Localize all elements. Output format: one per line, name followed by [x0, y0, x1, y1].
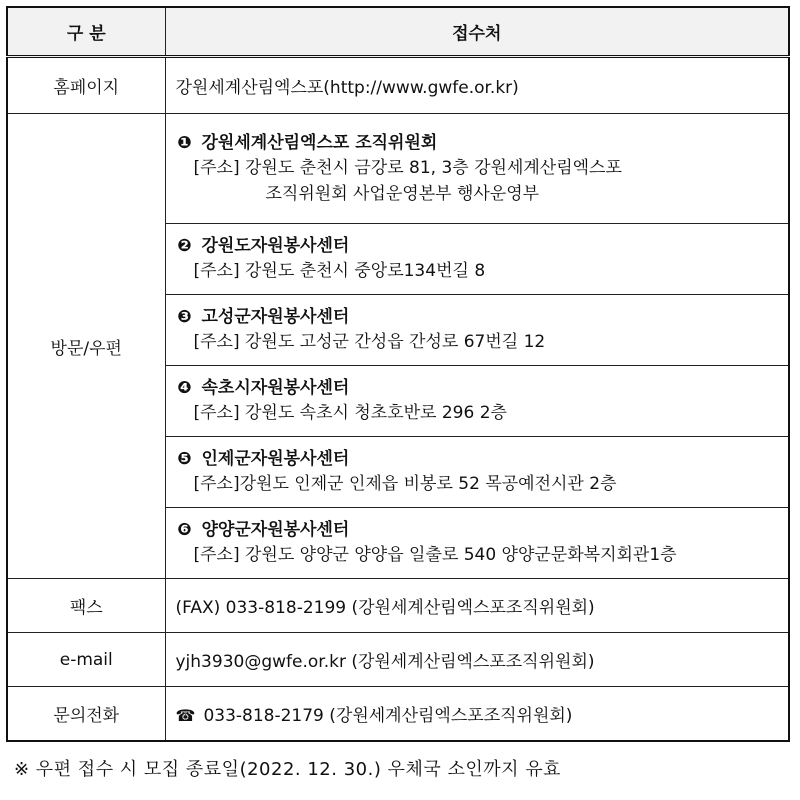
fax-value: (FAX) 033-818-2199 (강원세계산림엑스포조직위원회) [165, 579, 789, 633]
header-reception: 접수처 [165, 7, 789, 57]
phone-value[interactable]: 033-818-2179 (강원세계산림엑스포조직위원회) [203, 706, 573, 726]
number-4-icon: ❹ [177, 378, 192, 398]
number-6-icon: ❻ [177, 520, 192, 540]
postal-note: ※ 우편 접수 시 모집 종료일(2022. 12. 30.) 우체국 소인까지 유효 [14, 759, 561, 780]
number-2-icon: ❷ [177, 236, 192, 256]
header-category: 구 분 [7, 7, 165, 57]
org-2 [165, 224, 789, 295]
org-5 [165, 437, 789, 508]
reception-table [6, 6, 790, 742]
phone-cell [165, 687, 789, 742]
org-4-address: [주소] 강원도 속초시 청초호반로 296 2층 [193, 403, 507, 423]
fax-label: 팩스 [7, 579, 165, 633]
org-5-name: 인제군자원봉사센터 [201, 449, 350, 469]
homepage-row [7, 57, 789, 114]
number-3-icon: ❸ [177, 307, 192, 327]
number-5-icon: ❺ [177, 449, 192, 469]
org-1 [165, 114, 789, 224]
org-4-name: 속초시자원봉사센터 [201, 378, 350, 398]
visit-label: 방문/우편 [7, 114, 165, 579]
email-row [7, 633, 789, 687]
org-6-name: 양양군자원봉사센터 [201, 520, 350, 540]
org-3-address: [주소] 강원도 고성군 간성읍 간성로 67번길 12 [193, 332, 546, 352]
homepage-value[interactable]: 강원세계산림엑스포(http://www.gwfe.or.kr) [165, 57, 789, 114]
org-2-name: 강원도자원봉사센터 [201, 236, 350, 256]
org-4 [165, 366, 789, 437]
org-3 [165, 295, 789, 366]
email-value[interactable]: yjh3930@gwfe.or.kr (강원세계산림엑스포조직위원회) [165, 633, 789, 687]
header-row [7, 7, 789, 57]
phone-label: 문의전화 [7, 687, 165, 742]
number-1-icon: ❶ [177, 132, 192, 153]
org-5-address: [주소]강원도 인제군 인제읍 비봉로 52 목공예전시관 2층 [193, 474, 617, 494]
org-1-address: [주소] 강원도 춘천시 금강로 81, 3층 강원세계산림엑스포 [193, 157, 622, 178]
org-3-name: 고성군자원봉사센터 [201, 307, 350, 327]
email-label: e-mail [7, 633, 165, 687]
fax-row [7, 579, 789, 633]
org-1-address-line2: 조직위원회 사업운영본부 행사운영부 [265, 183, 540, 204]
homepage-label: 홈페이지 [7, 57, 165, 114]
org-1-name: 강원세계산림엑스포 조직위원회 [201, 132, 438, 153]
org-6-address: [주소] 강원도 양양군 양양읍 일출로 540 양양군문화복지회관1층 [193, 545, 677, 565]
telephone-icon: ☎ [175, 706, 196, 725]
org-6 [165, 508, 789, 579]
org-2-address: [주소] 강원도 춘천시 중앙로134번길 8 [193, 261, 486, 281]
visit-row [7, 114, 789, 224]
phone-row [7, 687, 789, 742]
